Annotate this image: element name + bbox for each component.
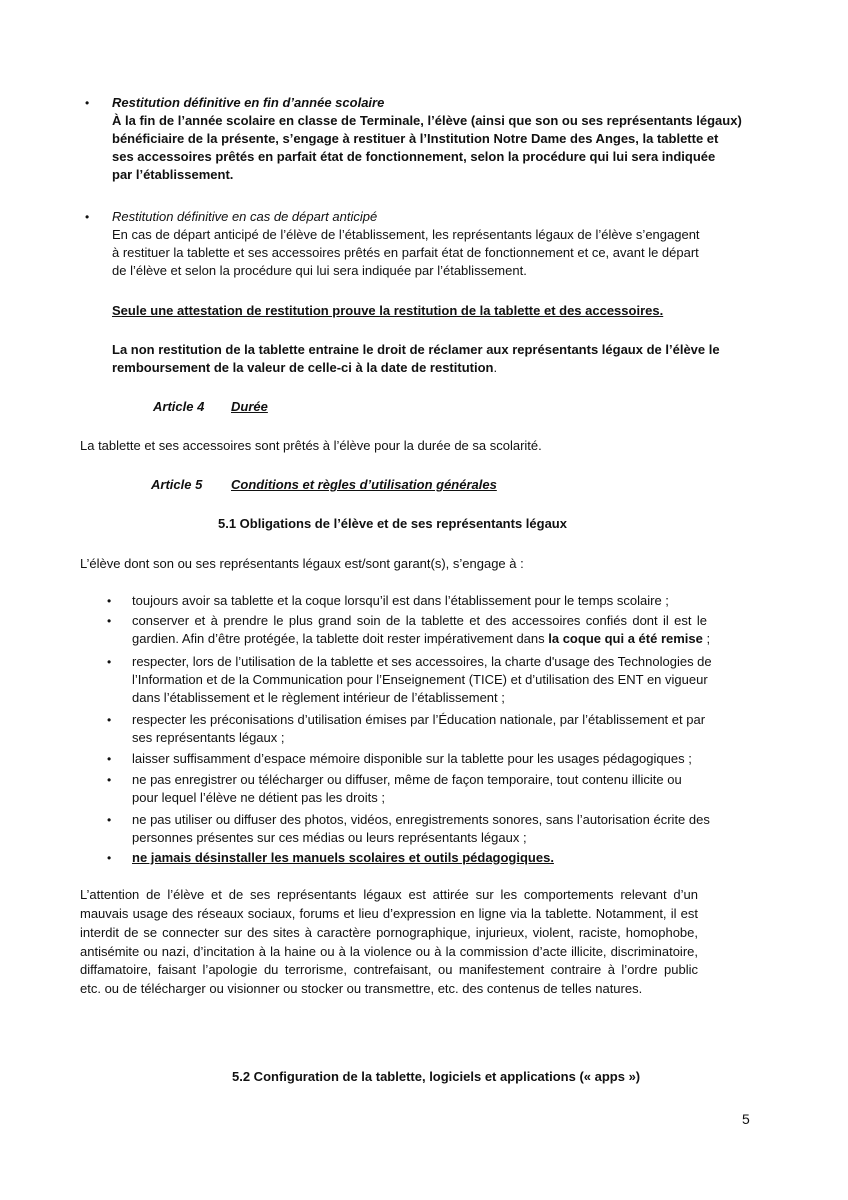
article5-number: Article 5 [151, 477, 203, 492]
attention-line: L’attention de l’élève et de ses représentants légaux est attirée sur les comportements relevant d’un [80, 887, 698, 902]
obligation-item: ne jamais désinstaller les manuels scolaires et outils pédagogiques. [132, 850, 554, 865]
bullet-marker: • [85, 96, 90, 110]
page-number: 5 [742, 1111, 750, 1127]
bullet-marker: • [107, 713, 112, 727]
attention-line: etc. ou de télécharger ou visionner ou stocker ou transmettre, etc. des contenus de telles natures. [80, 981, 643, 996]
restitution-fin-heading: Restitution définitive en fin d’année scolaire [112, 95, 385, 110]
obligation-item-continued: dans l’établissement et le règlement intérieur de l’établissement ; [132, 690, 505, 705]
restitution-depart-line: de l’élève et selon la procédure qui lui sera indiquée par l’établissement. [112, 263, 527, 278]
obligation-item: conserver et à prendre le plus grand soin de la tablette et des accessoires confiés dont il est le [132, 613, 707, 628]
obligation-item-continued: pour lequel l’élève ne détient pas les droits ; [132, 790, 385, 805]
restitution-fin-line: bénéficiaire de la présente, s’engage à restituer à l’Institution Notre Dame des Anges, la tablette et [112, 131, 719, 146]
article4-title: Durée [231, 399, 268, 414]
attention-line: mauvais usage des réseaux sociaux, forums et lieu d’expression en ligne via la tablette. Notamment, il est [80, 906, 698, 921]
attention-line: antisémite ou nazi, d’incitation à la haine ou à la violence ou à la commission d’acte illicite, discriminatoire, [80, 944, 698, 959]
obligation-item: ne pas utiliser ou diffuser des photos, vidéos, enregistrements sonores, sans l’autorisation écrite des [132, 812, 710, 827]
bullet-marker: • [107, 614, 112, 628]
bullet-marker: • [107, 655, 112, 669]
obligation-text: gardien. Afin d’être protégée, la tablette doit rester impérativement dans [132, 631, 549, 646]
obligation-item: toujours avoir sa tablette et la coque lorsqu’il est dans l’établissement pour le temps scolaire ; [132, 593, 669, 608]
bullet-marker: • [85, 210, 90, 224]
non-restitution-line: La non restitution de la tablette entraine le droit de réclamer aux représentants légaux de l’élève le [112, 342, 720, 357]
section-5-1-heading: 5.1 Obligations de l’élève et de ses représentants légaux [218, 516, 567, 531]
obligation-item: respecter les préconisations d’utilisation émises par l’Éducation nationale, par l’établissement et par [132, 712, 706, 727]
obligation-item-continued [132, 630, 710, 648]
restitution-fin-line: À la fin de l’année scolaire en classe de Terminale, l’élève (ainsi que son ou ses représentants légaux) [112, 113, 742, 128]
restitution-depart-line: En cas de départ anticipé de l’élève de l’établissement, les représentants légaux de l’élève s’engagent [112, 227, 700, 242]
bullet-marker: • [107, 813, 112, 827]
article5-title: Conditions et règles d’utilisation générales [231, 477, 497, 492]
engagement-intro: L’élève dont son ou ses représentants légaux est/sont garant(s), s’engage à : [80, 556, 524, 571]
section-5-2-heading: 5.2 Configuration de la tablette, logiciels et applications (« apps ») [232, 1069, 641, 1084]
obligation-item: respecter, lors de l’utilisation de la tablette et ses accessoires, la charte d'usage des Technologies de [132, 654, 712, 669]
restitution-depart-heading: Restitution définitive en cas de départ anticipé [112, 209, 378, 224]
obligation-text-end: ; [702, 631, 711, 646]
bullet-marker: • [107, 594, 112, 608]
attention-line: diffamatoire, faisant l’apologie du terrorisme, contrefaisant, ou manifestement contraire à l’ordre public [80, 962, 698, 977]
duree-text: La tablette et ses accessoires sont prêtés à l’élève pour la durée de sa scolarité. [80, 438, 542, 453]
bullet-marker: • [107, 773, 112, 787]
restitution-fin-line: ses accessoires prêtés en parfait état de fonctionnement, selon la procédure qui lui sera indiquée [112, 149, 716, 164]
attention-line: interdit de se connecter sur des sites à caractère pornographique, injurieux, violent, raciste, homophobe, [80, 925, 698, 940]
obligation-bold-text: la coque qui a été remise [548, 631, 703, 646]
non-restitution-text: remboursement de la valeur de celle-ci à la date de restitution [112, 360, 494, 375]
obligation-item: laisser suffisamment d’espace mémoire disponible sur la tablette pour les usages pédagogiques ; [132, 751, 692, 766]
restitution-depart-line: à restituer la tablette et ses accessoires prêtés en parfait état de fonctionnement et ce, avant le départ [112, 245, 699, 260]
attestation-notice: Seule une attestation de restitution prouve la restitution de la tablette et des accessoires. [112, 303, 664, 318]
bullet-marker: • [107, 752, 112, 766]
article4-number: Article 4 [153, 399, 205, 414]
obligation-item-continued: l’Information et de la Communication pour l’Enseignement (TICE) et d’utilisation des ENT en vigueur [132, 672, 708, 687]
bullet-marker: • [107, 851, 112, 865]
obligation-item-continued: ses représentants légaux ; [132, 730, 285, 745]
non-restitution-line [112, 359, 497, 377]
obligation-item-continued: personnes présentes sur ces médias ou leurs représentants légaux ; [132, 830, 527, 845]
non-restitution-period: . [493, 360, 498, 375]
obligation-item: ne pas enregistrer ou télécharger ou diffuser, même de façon temporaire, tout contenu illicite ou [132, 772, 682, 787]
restitution-fin-line: par l’établissement. [112, 167, 234, 182]
